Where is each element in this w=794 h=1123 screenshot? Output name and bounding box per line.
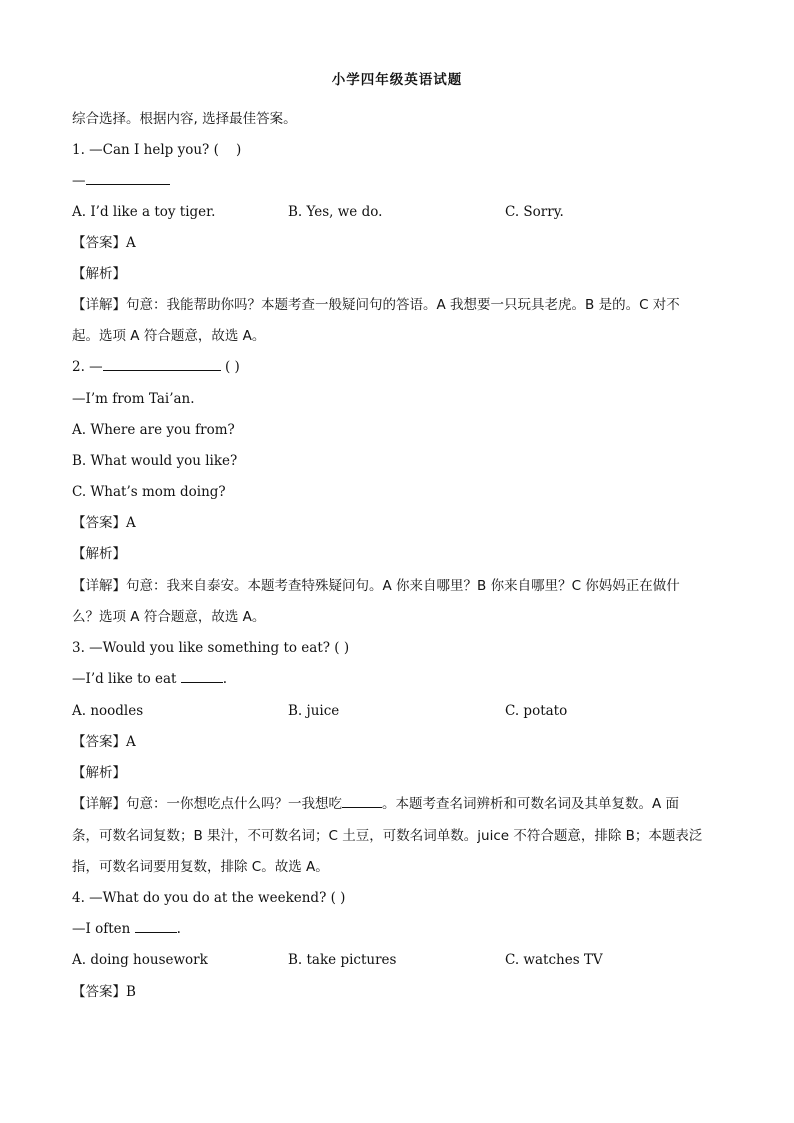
answer-blank — [135, 920, 177, 933]
question-3-analysis-tag — [72, 764, 126, 782]
detail-text: 句意：我能帮助你吗？本题考查一般疑问句的答语。A 我想要一只玩具老虎。B 是的。C 对不 — [126, 297, 680, 313]
question-1-option-c: C. Sorry. — [505, 204, 564, 220]
answer-value: A — [126, 734, 136, 750]
answer-tag: 【答案】 — [72, 235, 126, 251]
answer-tag: 【答案】 — [72, 515, 126, 531]
question-3-reply — [72, 670, 227, 688]
question-4-option-a: A. doing housework — [72, 952, 208, 968]
question-3-option-c: C. potato — [505, 703, 568, 719]
question-1-text: 1. —Can I help you? ( — [72, 142, 219, 158]
question-4-reply — [72, 920, 181, 938]
reply-period: . — [176, 921, 181, 937]
answer-tag: 【答案】 — [72, 734, 126, 750]
answer-tag: 【答案】 — [72, 984, 126, 1000]
reply-text: —I’d like to eat — [72, 671, 177, 687]
question-2 — [72, 358, 240, 376]
answer-value: A — [126, 515, 136, 531]
detail-tag: 【详解】 — [72, 297, 126, 313]
question-1-detail-line-1 — [72, 296, 680, 314]
question-3: 3. —Would you like something to eat? ( ) — [72, 640, 350, 656]
question-1-detail-line-2: 起。选项 A 符合题意，故选 A。 — [72, 328, 266, 344]
detail-text: 句意：我来自泰安。本题考查特殊疑问句。A 你来自哪里？B 你来自哪里？C 你妈妈正在做什 — [126, 578, 680, 594]
question-2-paren: ( ) — [224, 359, 240, 375]
question-3-option-a: A. noodles — [72, 703, 144, 719]
page-title: 小学四年级英语试题 — [331, 72, 463, 88]
question-3-answer — [72, 733, 136, 751]
analysis-tag: 【解析】 — [72, 546, 126, 562]
question-2-option-a: A. Where are you from? — [72, 422, 235, 438]
question-4: 4. —What do you do at the weekend? ( ) — [72, 890, 346, 906]
question-1-answer — [72, 234, 136, 252]
question-2-option-b: B. What would you like? — [72, 453, 238, 469]
question-2-text: 2. — — [72, 359, 103, 375]
question-2-detail-line-2: 么？选项 A 符合题意，故选 A。 — [72, 609, 266, 625]
question-1-analysis-tag — [72, 265, 126, 283]
reply-dash: — — [72, 173, 86, 189]
answer-blank — [342, 795, 382, 808]
question-1 — [72, 141, 241, 159]
reply-text: —I often — [72, 921, 131, 937]
question-3-detail-line-1 — [72, 795, 679, 813]
question-2-detail-line-1 — [72, 577, 680, 595]
detail-text-cont: 。本题考查名词辨析和可数名词及其单复数。A 面 — [382, 796, 680, 812]
detail-tag: 【详解】 — [72, 796, 126, 812]
analysis-tag: 【解析】 — [72, 266, 126, 282]
detail-text: 句意：一你想吃点什么吗？一我想吃 — [126, 796, 342, 812]
reply-period: . — [222, 671, 228, 687]
question-3-detail-line-2: 条，可数名词复数；B 果汁，不可数名词；C 土豆，可数名词单数。juice 不符合题意，排除 B；本题表泛 — [72, 828, 703, 844]
answer-value: A — [126, 235, 136, 251]
question-2-analysis-tag — [72, 545, 126, 563]
question-1-option-a: A. I’d like a toy tiger. — [72, 204, 216, 220]
answer-blank — [86, 172, 170, 185]
analysis-tag: 【解析】 — [72, 765, 126, 781]
question-1-reply — [72, 172, 170, 190]
answer-value: B — [126, 984, 136, 1000]
question-4-option-c: C. watches TV — [505, 952, 603, 968]
question-1-paren: ) — [236, 142, 242, 158]
question-3-detail-line-3: 指，可数名词要用复数，排除 C。故选 A。 — [72, 859, 329, 875]
question-2-reply: —I’m from Tai’an. — [72, 391, 195, 407]
instruction: 综合选择。根据内容, 选择最佳答案。 — [72, 111, 297, 127]
detail-tag: 【详解】 — [72, 578, 126, 594]
question-3-option-b: B. juice — [288, 703, 340, 719]
answer-blank — [181, 670, 223, 683]
question-2-answer — [72, 514, 136, 532]
question-4-answer — [72, 983, 136, 1001]
question-2-option-c: C. What’s mom doing? — [72, 484, 226, 500]
question-4-option-b: B. take pictures — [288, 952, 397, 968]
answer-blank — [103, 358, 221, 371]
question-1-option-b: B. Yes, we do. — [288, 204, 383, 220]
